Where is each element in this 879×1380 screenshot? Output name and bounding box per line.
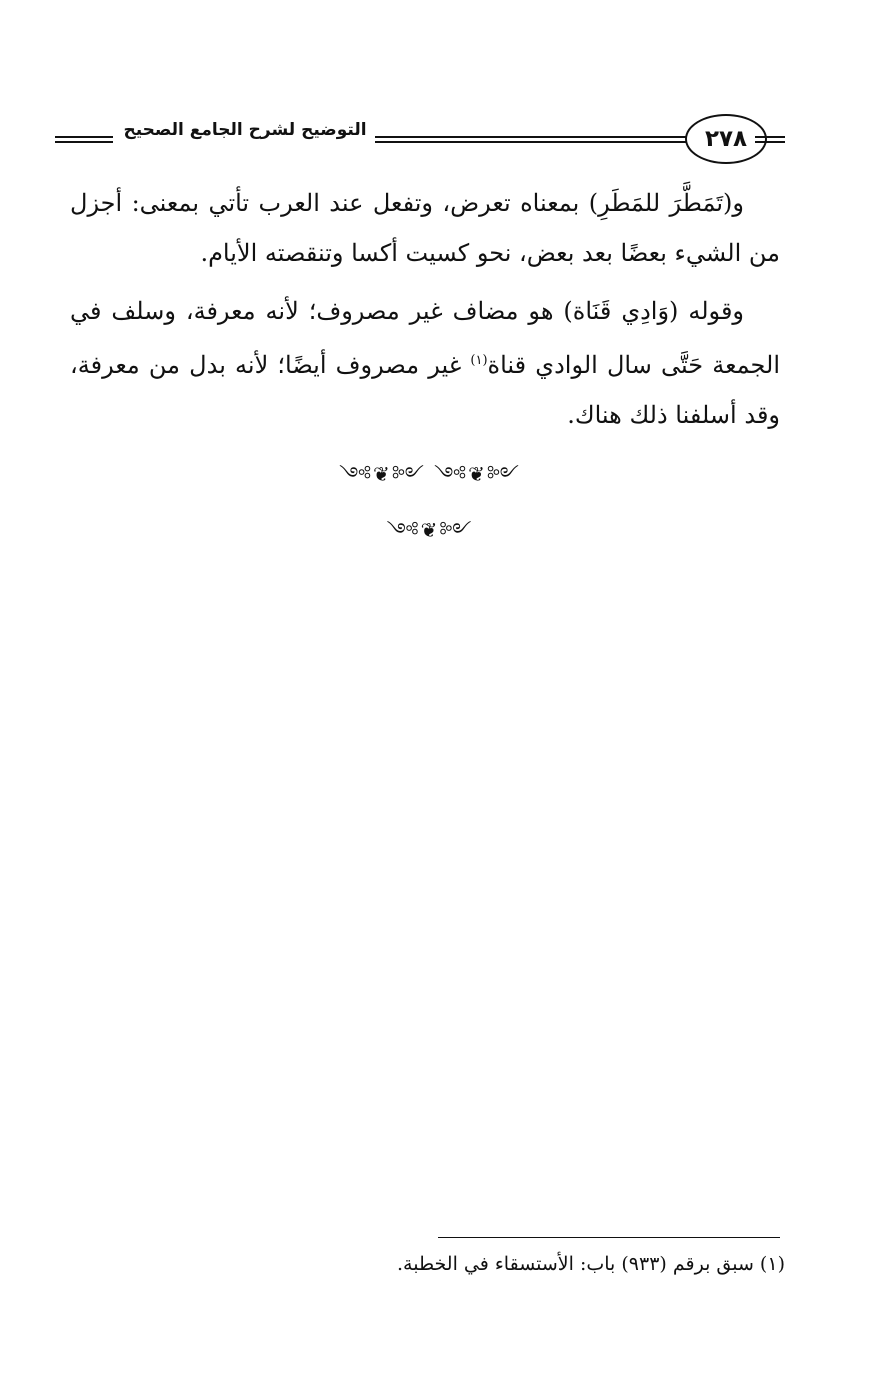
header-rule-left xyxy=(55,136,113,143)
main-text xyxy=(70,178,780,448)
footnote: (١) سبق برقم (٩٣٣) باب: الأستسقاء في الخطبة. xyxy=(396,1253,785,1275)
section-end-ornament: ༺❦༻ ༺❦༻ ༺❦༻ xyxy=(339,462,521,542)
paragraph-2 xyxy=(70,286,780,440)
paragraph-1: و(تَمَطَّرَ للمَطَرِ) بمعناه تعرض، وتفعل عند العرب تأتي بمعنى: أجزل من الشيء بعضًا بعد بعض، نحو كسيت أكسا وتنقصته الأيام. xyxy=(70,189,780,267)
book-title: التوضيح لشرح الجامع الصحيح xyxy=(123,120,367,140)
paragraph-2-part-2: غير مصروف أيضًا؛ لأنه بدل من معرفة، وقد أسلفنا ذلك هناك. xyxy=(70,351,780,429)
footnote-separator xyxy=(438,1237,780,1238)
paragraph-2-part-1: وقوله (وَادِي قَنَاة) هو مضاف غير مصروف؛ لأنه معرفة، وسلف في الجمعة حَتَّى سال الوادي قناة xyxy=(70,297,780,379)
header-rule-right xyxy=(755,136,785,143)
page-number: ٢٧٨ xyxy=(685,114,767,164)
header-rule-middle xyxy=(375,136,703,143)
footnote-reference: (١) xyxy=(470,353,488,368)
running-header xyxy=(55,112,785,168)
